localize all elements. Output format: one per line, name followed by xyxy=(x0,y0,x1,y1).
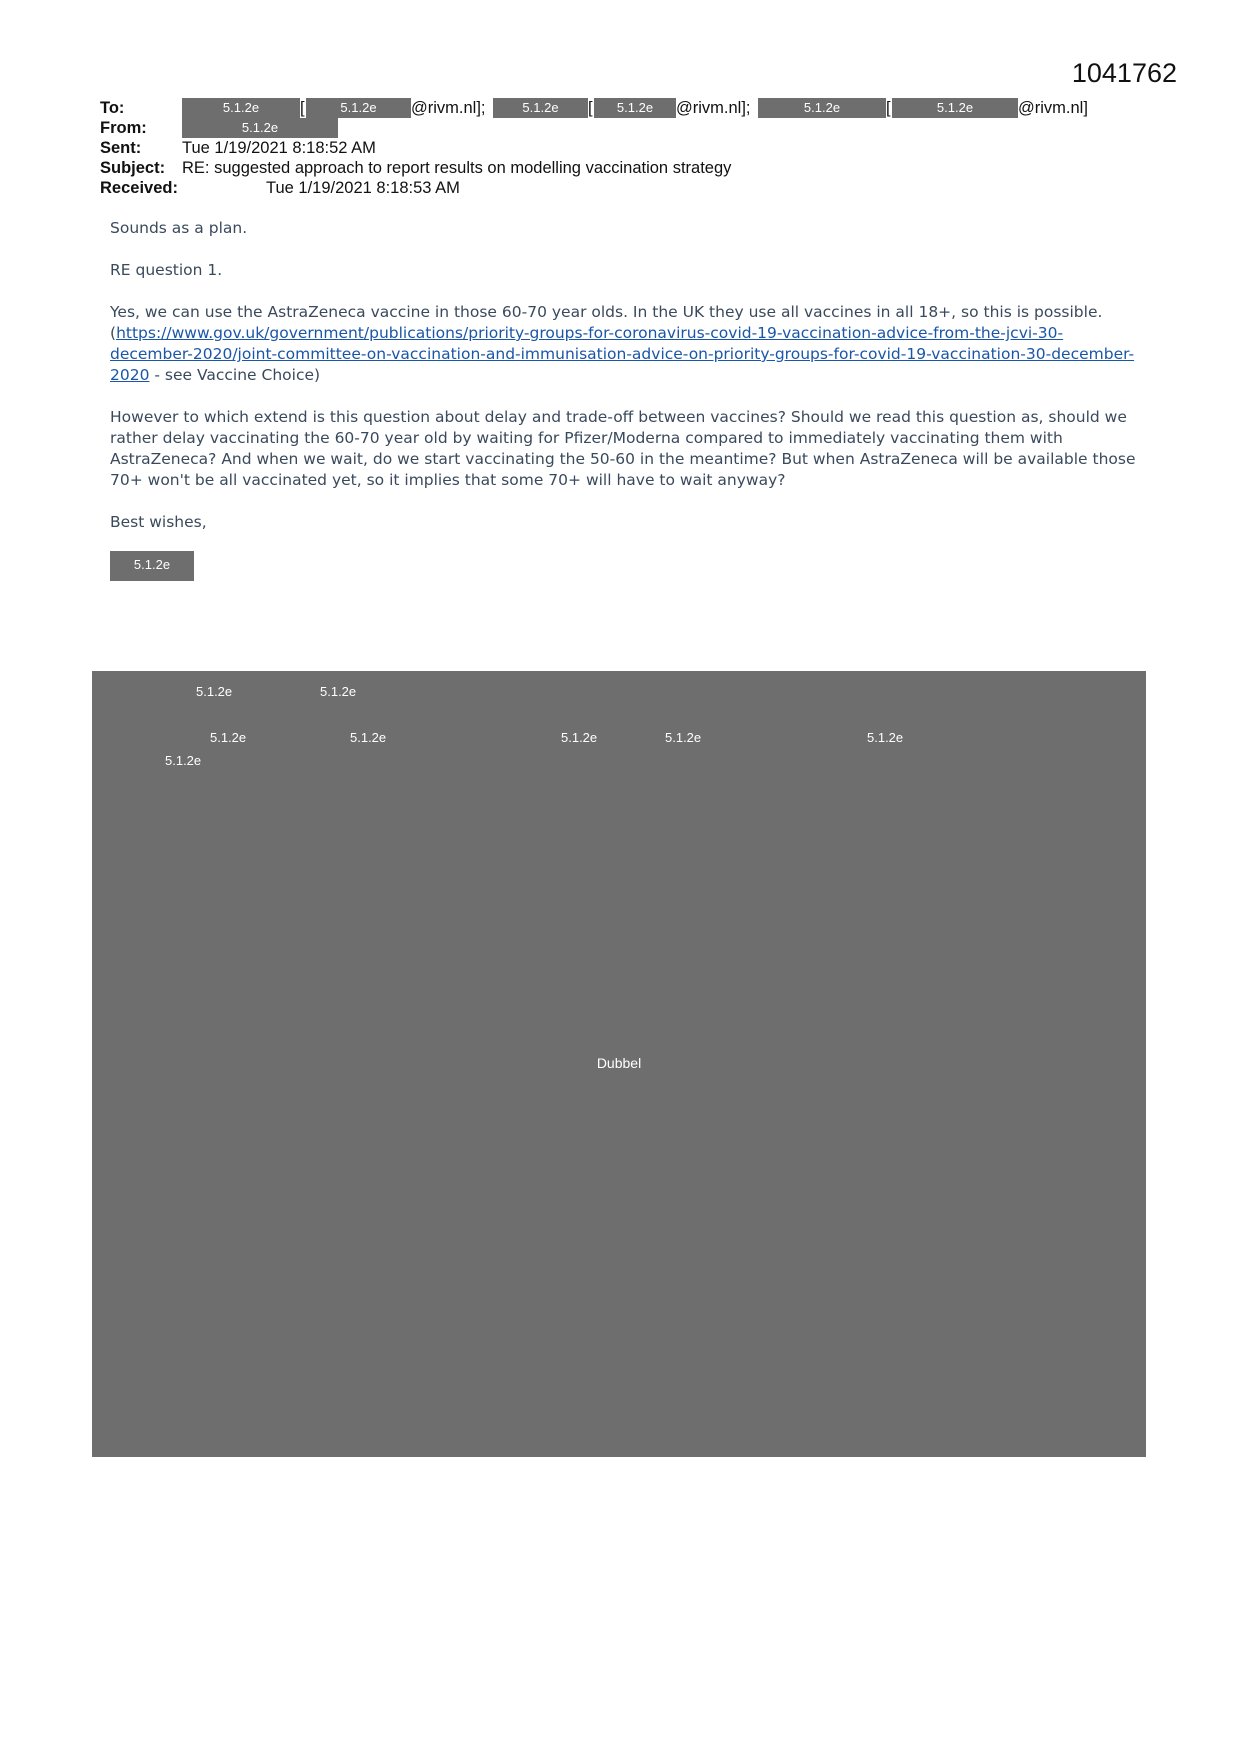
to-value xyxy=(182,98,1088,118)
redaction-code-label: 5.1.2e xyxy=(561,730,598,745)
email-body xyxy=(110,218,1140,533)
to-bracket: [ xyxy=(300,99,305,117)
subject-value: RE: suggested approach to report results on modelling vaccination strategy xyxy=(182,159,732,177)
subject-label: Subject: xyxy=(100,159,166,177)
from-value xyxy=(182,118,338,138)
redaction-box: 5.1.2e xyxy=(594,98,676,118)
dubbel-label: Dubbel xyxy=(596,1055,642,1071)
redaction-box: 5.1.2e xyxy=(182,98,300,118)
redaction-code-label: 5.1.2e xyxy=(320,684,357,699)
received-label: Received: xyxy=(100,179,178,197)
redaction-box: 5.1.2e xyxy=(493,98,588,118)
to-domain: @rivm.nl]; xyxy=(411,99,486,117)
jcvi-guidance-link[interactable]: https://www.gov.uk/government/publications/priority-groups-for-coronavirus-covid-19-vaccination-advice-from-the-jcvi-30-december-2020/joint-committee-on-vaccination-and-immunisation-advice-on-priority-groups-for-covid-19-vaccination-30-december-2020 xyxy=(110,324,1135,384)
redaction-box: 5.1.2e xyxy=(758,98,886,118)
body-paragraph: RE question 1. xyxy=(110,261,223,279)
to-domain: @rivm.nl] xyxy=(1018,99,1088,117)
signature-redaction: 5.1.2e xyxy=(110,551,194,581)
body-text-segment: Yes, we can use the AstraZeneca vaccine in those 60-70 year olds. In the UK they use all vaccines in all 18+, so this is possible. ( xyxy=(110,303,1103,342)
redaction-box: 5.1.2e xyxy=(892,98,1018,118)
redaction-code-label: 5.1.2e xyxy=(867,730,904,745)
body-paragraph: However to which extend is this question about delay and trade-off between vaccines? Should we read this question as, should we rather delay vaccinating the 60-70 year old by waiting for Pfizer/Moderna compared to immediately vaccinating them with AstraZeneca? And when we wait, do we start vaccinating the 50-60 in the meantime? But when AstraZeneca will be available those 70+ won't be all vaccinated yet, so it implies that some 70+ will have to wait anyway? xyxy=(110,408,1136,489)
to-bracket: [ xyxy=(588,99,593,117)
body-paragraph xyxy=(110,302,1140,386)
body-paragraph: Sounds as a plan. xyxy=(110,219,248,237)
redaction-code-label: 5.1.2e xyxy=(165,753,202,768)
from-label: From: xyxy=(100,119,147,137)
body-text-segment: - see Vaccine Choice) xyxy=(149,366,321,384)
sent-value: Tue 1/19/2021 8:18:52 AM xyxy=(182,139,376,157)
redaction-code-label: 5.1.2e xyxy=(665,730,702,745)
to-label: To: xyxy=(100,99,125,117)
redaction-code-label: 5.1.2e xyxy=(350,730,387,745)
to-bracket: [ xyxy=(886,99,891,117)
redaction-box: 5.1.2e xyxy=(182,118,338,138)
redaction-box: 5.1.2e xyxy=(306,98,411,118)
document-id: 1041762 xyxy=(1071,58,1177,88)
sent-label: Sent: xyxy=(100,139,142,157)
signoff: Best wishes, xyxy=(110,513,207,531)
large-redaction-block xyxy=(92,671,1146,1457)
redaction-code-label: 5.1.2e xyxy=(210,730,247,745)
to-domain: @rivm.nl]; xyxy=(676,99,751,117)
redaction-code-label: 5.1.2e xyxy=(196,684,233,699)
received-value: Tue 1/19/2021 8:18:53 AM xyxy=(266,179,460,197)
